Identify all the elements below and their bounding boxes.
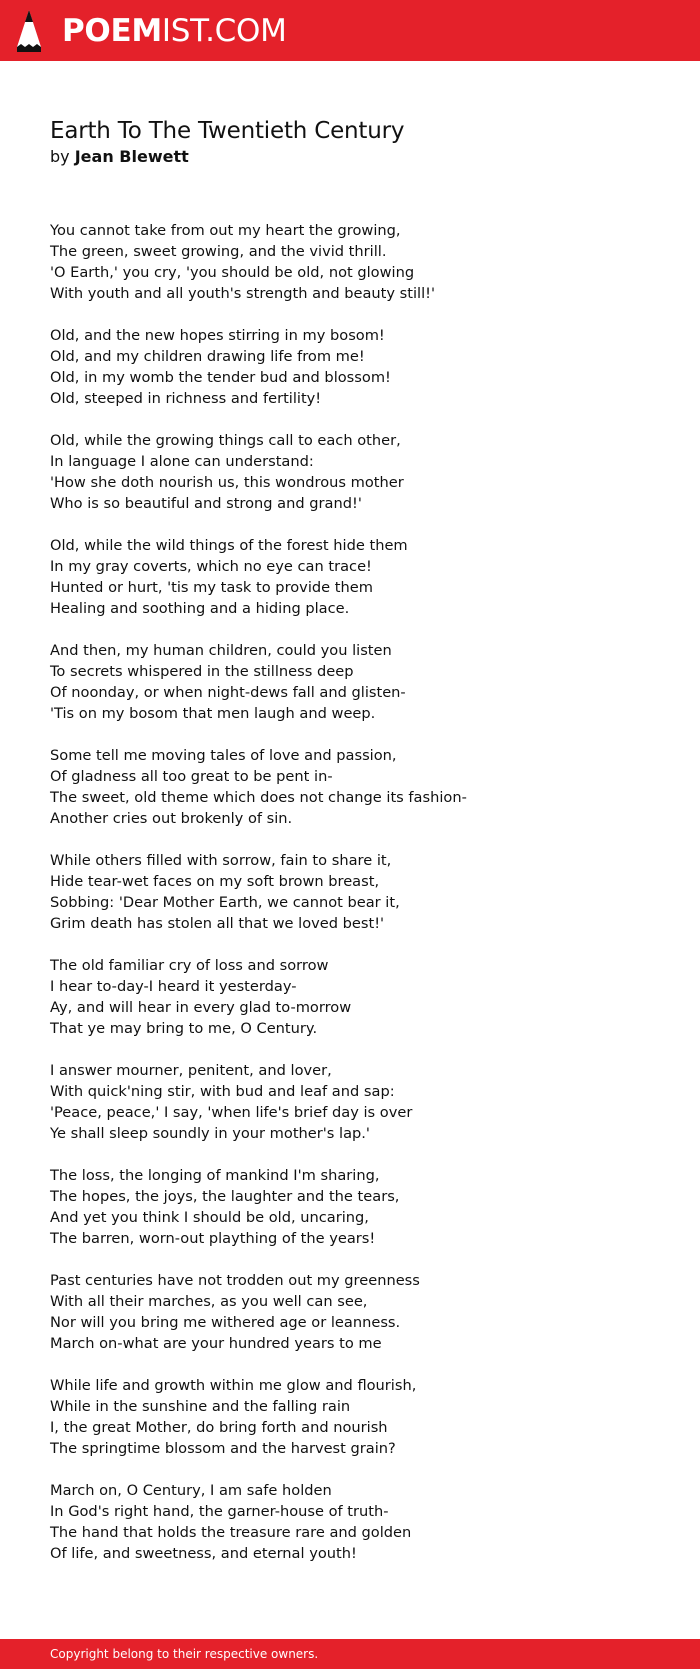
- poem-line: March on-what are your hundred years to me: [50, 1335, 382, 1352]
- poem-line: Old, while the wild things of the forest hide them: [50, 537, 408, 554]
- poem-line: In God's right hand, the garner-house of truth-: [50, 1503, 389, 1520]
- poem-line: And yet you think I should be old, uncaring,: [50, 1209, 369, 1226]
- poem-line: Old, steeped in richness and fertility!: [50, 390, 322, 407]
- author-name: Jean Blewett: [74, 147, 189, 166]
- poem-body: [50, 220, 650, 1564]
- poem-line: With all their marches, as you well can see,: [50, 1293, 368, 1310]
- by-label: by: [50, 147, 70, 166]
- poem-line: Hunted or hurt, 'tis my task to provide them: [50, 579, 373, 596]
- poem-line: Another cries out brokenly of sin.: [50, 810, 293, 827]
- site-logo-text: [62, 10, 287, 52]
- stanza: [50, 1060, 650, 1144]
- copyright-text: Copyright belong to their respective owners.: [50, 1647, 319, 1661]
- poem-line: Who is so beautiful and strong and grand!': [50, 495, 362, 512]
- poem-line: Healing and soothing and a hiding place.: [50, 600, 350, 617]
- poem-line: March on, O Century, I am safe holden: [50, 1482, 332, 1499]
- site-footer: [0, 1639, 700, 1669]
- poem-line: Of gladness all too great to be pent in-: [50, 768, 333, 785]
- poem-line: I answer mourner, penitent, and lover,: [50, 1062, 332, 1079]
- poem-title: Earth To The Twentieth Century: [50, 118, 405, 144]
- stanza: [50, 745, 650, 829]
- poem-line: Old, and the new hopes stirring in my bosom!: [50, 327, 385, 344]
- poem-line: That ye may bring to me, O Century.: [50, 1020, 318, 1037]
- poem-line: Some tell me moving tales of love and passion,: [50, 747, 397, 764]
- poem-line: The loss, the longing of mankind I'm sharing,: [50, 1167, 380, 1184]
- site-logo-link[interactable]: [16, 10, 287, 52]
- poem-line: Sobbing: 'Dear Mother Earth, we cannot bear it,: [50, 894, 400, 911]
- stanza: [50, 640, 650, 724]
- stanza: [50, 220, 650, 304]
- poem-line: The sweet, old theme which does not change its fashion-: [50, 789, 467, 806]
- stanza: [50, 850, 650, 934]
- poem-line: Grim death has stolen all that we loved best!': [50, 915, 385, 932]
- stanza: [50, 535, 650, 619]
- stanza: [50, 1165, 650, 1249]
- poem-line: With quick'ning stir, with bud and leaf and sap:: [50, 1083, 395, 1100]
- poem-line: With youth and all youth's strength and beauty still!': [50, 285, 436, 302]
- poem-line: The old familiar cry of loss and sorrow: [50, 957, 329, 974]
- poem-line: 'Peace, peace,' I say, 'when life's brief day is over: [50, 1104, 413, 1121]
- byline: [50, 146, 650, 168]
- poem-line: Ay, and will hear in every glad to-morrow: [50, 999, 352, 1016]
- poem-line: In my gray coverts, which no eye can trace!: [50, 558, 372, 575]
- poem-line: And then, my human children, could you listen: [50, 642, 392, 659]
- poem-line: The green, sweet growing, and the vivid thrill.: [50, 243, 387, 260]
- poem-line: I, the great Mother, do bring forth and nourish: [50, 1419, 388, 1436]
- poem-line: Ye shall sleep soundly in your mother's lap.': [50, 1125, 370, 1142]
- poem-line: The springtime blossom and the harvest grain?: [50, 1440, 396, 1457]
- poem-line: 'How she doth nourish us, this wondrous mother: [50, 474, 404, 491]
- poem-line: The hand that holds the treasure rare and golden: [50, 1524, 412, 1541]
- stanza: [50, 430, 650, 514]
- poem-line: Of noonday, or when night-dews fall and glisten-: [50, 684, 406, 701]
- poem-content: [50, 116, 650, 1585]
- stanza: [50, 1270, 650, 1354]
- poem-line: While life and growth within me glow and flourish,: [50, 1377, 417, 1394]
- poem-line: In language I alone can understand:: [50, 453, 314, 470]
- stanza: [50, 1375, 650, 1459]
- pencil-icon: [16, 10, 42, 52]
- poem-line: I hear to-day-I heard it yesterday-: [50, 978, 297, 995]
- logo-bold-text: POEM: [62, 13, 162, 49]
- poem-line: You cannot take from out my heart the growing,: [50, 222, 401, 239]
- poem-line: While others filled with sorrow, fain to share it,: [50, 852, 392, 869]
- poem-line: While in the sunshine and the falling rain: [50, 1398, 351, 1415]
- poem-line: 'O Earth,' you cry, 'you should be old, not glowing: [50, 264, 415, 281]
- stanza: [50, 955, 650, 1039]
- poem-line: Nor will you bring me withered age or leanness.: [50, 1314, 401, 1331]
- poem-line: The barren, worn-out plaything of the years!: [50, 1230, 376, 1247]
- stanza: [50, 1480, 650, 1564]
- poem-line: Old, and my children drawing life from me!: [50, 348, 365, 365]
- logo-light-text: IST.COM: [161, 13, 287, 49]
- poem-line: Old, in my womb the tender bud and blossom!: [50, 369, 391, 386]
- poem-line: To secrets whispered in the stillness deep: [50, 663, 354, 680]
- site-header: [0, 0, 700, 61]
- poem-line: Past centuries have not trodden out my greenness: [50, 1272, 420, 1289]
- poem-line: The hopes, the joys, the laughter and the tears,: [50, 1188, 400, 1205]
- poem-line: 'Tis on my bosom that men laugh and weep.: [50, 705, 376, 722]
- stanza: [50, 325, 650, 409]
- poem-line: Old, while the growing things call to each other,: [50, 432, 401, 449]
- poem-line: Hide tear-wet faces on my soft brown breast,: [50, 873, 380, 890]
- poem-line: Of life, and sweetness, and eternal youth!: [50, 1545, 357, 1562]
